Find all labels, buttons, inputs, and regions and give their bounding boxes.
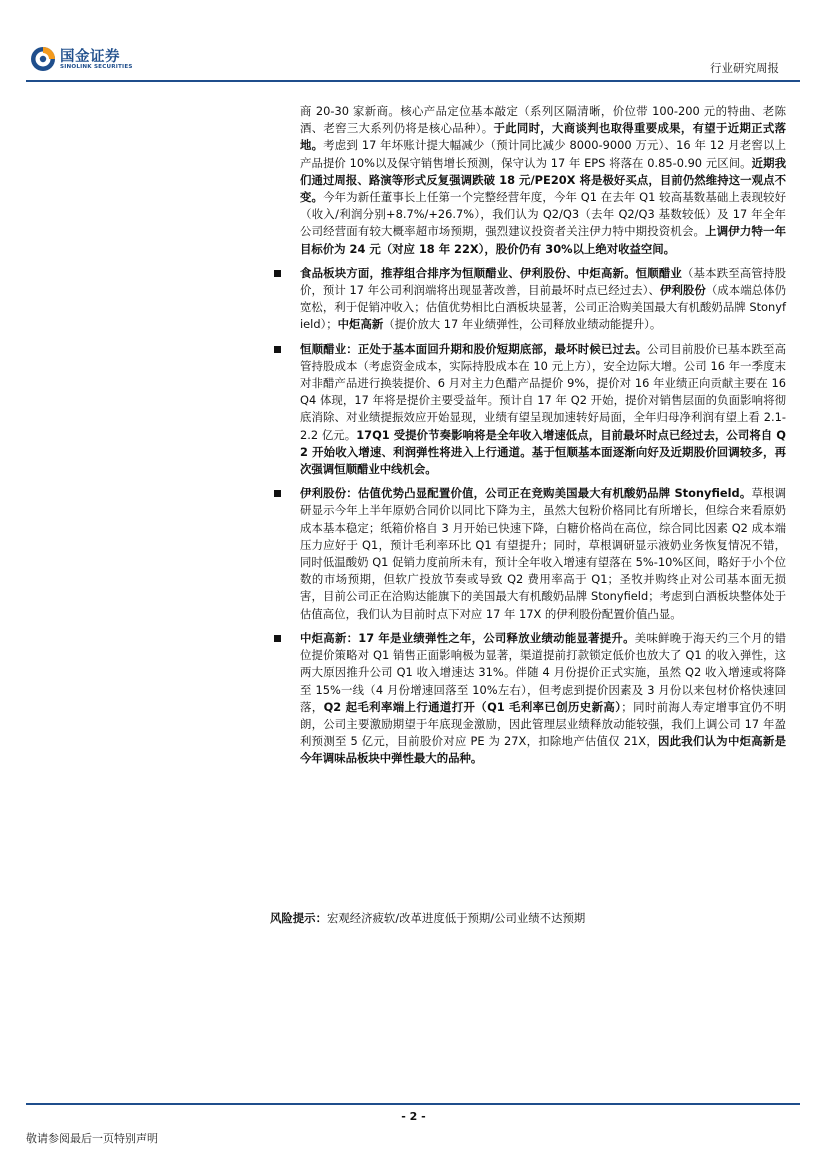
- risk-label: 风险提示：: [270, 911, 327, 925]
- bold-text-run: 中炬高新：17 年是业绩弹性之年，公司释放业绩动能显著提升。: [300, 630, 635, 645]
- bullet-paragraph: [300, 265, 786, 334]
- bold-text-run: 因此我们认为中炬高新是今年调味品板块中弹性最大的品种。: [300, 734, 786, 766]
- text-run: （成本端总体仍宽松，利于促销冲收入；估值优势相比白酒板块显著，公司正洽购美国最大有机酸奶品牌 Stonyfield）；: [300, 283, 786, 332]
- bullet-square-icon: [274, 490, 281, 497]
- bold-text-run: 近期我们通过周报、路演等形式反复强调跌破 18 元/PE20X 将是极好买点，目前仍然维持这一观点不变。: [300, 155, 786, 205]
- bold-text-run: 中炬高新: [337, 317, 384, 332]
- bold-text-run: 于此同时，大商谈判也取得重要成果，有望于近期正式落地。: [300, 121, 786, 153]
- bold-text-run: 17Q1 受提价节奏影响将是全年收入增速低点，目前最坏时点已经过去，公司将自 Q2 开始收入增速、利润弹性将进入上行通道。基于恒顺基本面逐渐向好及近期股价回调较多，再次强调恒顺醋业中线机会。: [300, 427, 786, 477]
- text-run: （提价放大 17 年业绩弹性，公司释放业绩动能提升）。: [383, 317, 662, 332]
- text-run: 公司目前股价已基本跌至高管持股成本（考虑资金成本，实际持股成本在 10 元上方），安全边际大增。公司 16 年一季度末对非醋产品进行换装提价、6 月对主力色醋产品提价 9%，提价对 16 年业绩正向贡献主要在 16Q4 体现，17 年将是提价主要受益年。预计自 17 年 Q2 开始，提价对销售层面的负面影响将彻底消除、对业绩提振效应开始显现，业绩有望呈现加速转好局面，全年归母净利润有望上看 2.1-2.2 亿元。: [300, 341, 786, 442]
- text-run: 今年为新任董事长上任第一个完整经营年度，今年 Q1 在去年 Q1 较高基数基础上表现较好（收入/利润分别+8.7%/+26.7%），我们认为 Q2/Q3（去年 Q2/Q3 基数较低）及 17 年全年公司经营面有较大概率超市场预期，强烈建议投资者关注伊力特中期投资机会。: [300, 190, 786, 239]
- text-run: 商 20-30 家新商。核心产品定位基本敲定（系列区隔清晰，价位带 100-200 元的特曲、老陈酒、老窖三大系列仍将是核心品种）。: [300, 104, 786, 136]
- bullet-food-sector: [270, 265, 786, 334]
- bold-text-run: 上调伊力特一年目标价为 24 元（对应 18 年 22X），股价仍有 30%以上绝对收益空间。: [300, 224, 786, 256]
- bullet-list: [270, 265, 786, 768]
- risk-notice: [270, 910, 585, 927]
- page-number: - 2 -: [401, 1110, 426, 1123]
- company-logo: [30, 44, 160, 78]
- bold-text-run: 食品板块方面，推荐组合排序为恒顺醋业、伊利股份、中炬高新。恒顺醋业: [300, 265, 682, 280]
- risk-text: 宏观经济疲软/改革进度低于预期/公司业绩不达预期: [326, 911, 586, 925]
- brand-name-en: SINOLINK SECURITIES: [60, 64, 133, 70]
- bullet-yili: [270, 485, 786, 623]
- bold-text-run: 恒顺醋业：正处于基本面回升期和股价短期底部，最坏时候已过去。: [300, 341, 648, 356]
- bullet-square-icon: [274, 270, 281, 277]
- bold-text-run: 伊利股份: [659, 283, 706, 298]
- text-run: 美味鲜晚于海天约三个月的错位提价策略对 Q1 销售正面影响极为显著，渠道提前打款锁定低价也放大了 Q1 的收入弹性，这两大原因推升公司 Q1 收入增速达 31%。伴随 4 月份提价正式实施，虽然 Q2 收入增速或将降至 15%一线（4 月份增速回落至 10%左右），但考虑到提价因素及 3 月份以来包材价格快速回落，: [300, 630, 786, 714]
- text-run: 草根调研显示今年上半年原奶合同价以同比下降为主，虽然大包粉价格同比有所增长，但综合来看原奶成本基本稳定；纸箱价格自 3 月开始已快速下降，白糖价格尚在高位，综合同比因素 Q2 成本端压力应好于 Q1，预计毛利率环比 Q1 有望提升；同时，草根调研显示液奶业务恢复情况不错，同时低温酸奶 Q1 促销力度前所未有，预计全年收入增速有望落在 5%-10%区间，略好于小个位数的市场预期，但软广投放节奏或导致 Q2 费用率高于 Q1；圣牧并购终止对公司基本面无损害，目前公司正在洽购达能旗下的美国最大有机酸奶品牌 Stonyfield；考虑到白酒板块整体处于估值高位，我们认为目前时点下对应 17 年 17X 的伊利股份配置价值凸显。: [300, 486, 786, 621]
- bullet-paragraph: [300, 341, 786, 479]
- bullet-square-icon: [274, 346, 281, 353]
- text-run: 考虑到 17 年坏账计提大幅减少（预计同比减少 8000-9000 万元）、16 年 12 月老窖以上产品提价 10%以及保守销售增长预测，保守认为 17 年 EPS 将落在 0.85-0.90 元区间。: [300, 138, 786, 170]
- bold-text-run: Q2 起毛利率端上行通道打开（Q1 毛利率已创历史新高）: [323, 699, 622, 714]
- intro-paragraph: [270, 103, 786, 258]
- bullet-paragraph: [300, 630, 786, 768]
- report-type-label: 行业研究周报: [710, 61, 779, 75]
- bullet-paragraph: [300, 485, 786, 623]
- text-run: （基本跌至高管持股价，预计 17 年公司利润端将出现显著改善，目前最坏时点已经过去）、: [300, 265, 786, 298]
- report-body: [270, 103, 786, 768]
- header-divider: [26, 80, 800, 82]
- footer-divider: [26, 1103, 800, 1105]
- bold-text-run: 伊利股份：估值优势凸显配置价值，公司正在竞购美国最大有机酸奶品牌 Stonyfield。: [300, 486, 752, 501]
- logo-mark-icon: [30, 46, 56, 72]
- bullet-hengshun: [270, 341, 786, 479]
- disclaimer-text: 敬请参阅最后一页特别声明: [26, 1132, 158, 1145]
- page-header: [0, 0, 827, 82]
- bullet-square-icon: [274, 635, 281, 642]
- text-run: ；同时前海人寿定增事宜仍不明朗，公司主要激励期望于年底现金激励，因此管理层业绩释放动能较强，我们上调公司 17 年盈利预测至 5 亿元，目前股价对应 PE 为 27X，扣除地产估值仅 21X，: [300, 699, 786, 749]
- brand-name-cn: 国金证券: [60, 49, 120, 65]
- bullet-zhongju: [270, 630, 786, 768]
